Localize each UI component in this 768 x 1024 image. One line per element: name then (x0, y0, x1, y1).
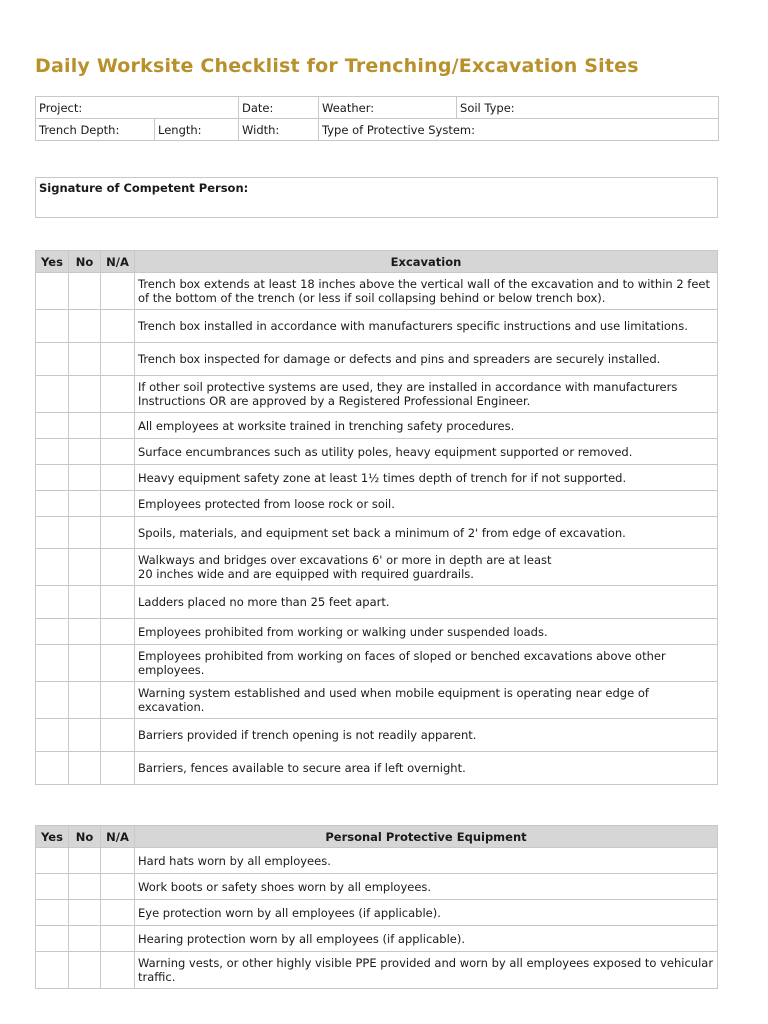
no-checkbox[interactable] (69, 874, 101, 900)
no-header: No (69, 251, 101, 273)
no-checkbox[interactable] (69, 682, 101, 719)
no-checkbox[interactable] (69, 491, 101, 517)
checklist-item-text: Hard hats worn by all employees. (135, 848, 718, 874)
no-checkbox[interactable] (69, 848, 101, 874)
na-checkbox[interactable] (101, 874, 135, 900)
signature-table (35, 177, 718, 218)
na-checkbox[interactable] (101, 952, 135, 989)
checklist-item-text: Trench box installed in accordance with manufacturers specific instructions and use limitations. (135, 310, 718, 343)
length-field[interactable]: Length: (155, 119, 239, 141)
na-checkbox[interactable] (101, 465, 135, 491)
width-field[interactable]: Width: (239, 119, 319, 141)
checklist-item-text: Employees prohibited from working or walking under suspended loads. (135, 619, 718, 645)
no-checkbox[interactable] (69, 900, 101, 926)
na-checkbox[interactable] (101, 517, 135, 549)
checklist-item-text: If other soil protective systems are used, they are installed in accordance with manufacturers Instructions OR are approved by a Registered Professional Engineer. (135, 376, 718, 413)
na-checkbox[interactable] (101, 549, 135, 586)
yes-checkbox[interactable] (36, 273, 69, 310)
checklist-row (36, 900, 718, 926)
project-field[interactable]: Project: (36, 97, 239, 119)
checklist-item-text: Trench box extends at least 18 inches above the vertical wall of the excavation and to within 2 feet of the bottom of the trench (or less if soil collapsing behind or below trench box). (135, 273, 718, 310)
na-checkbox[interactable] (101, 682, 135, 719)
na-checkbox[interactable] (101, 848, 135, 874)
yes-checkbox[interactable] (36, 645, 69, 682)
checklist-item-text: Heavy equipment safety zone at least 1½ times depth of trench for if not supported. (135, 465, 718, 491)
no-header: No (69, 826, 101, 848)
yes-checkbox[interactable] (36, 926, 69, 952)
na-checkbox[interactable] (101, 343, 135, 376)
no-checkbox[interactable] (69, 413, 101, 439)
na-checkbox[interactable] (101, 439, 135, 465)
yes-checkbox[interactable] (36, 310, 69, 343)
trench-depth-field[interactable]: Trench Depth: (36, 119, 155, 141)
yes-checkbox[interactable] (36, 439, 69, 465)
protective-system-field[interactable]: Type of Protective System: (319, 119, 719, 141)
no-checkbox[interactable] (69, 376, 101, 413)
checklist-item-text: Ladders placed no more than 25 feet apart. (135, 586, 718, 619)
checklist-item-text: Trench box inspected for damage or defects and pins and spreaders are securely installed. (135, 343, 718, 376)
no-checkbox[interactable] (69, 645, 101, 682)
na-checkbox[interactable] (101, 645, 135, 682)
yes-checkbox[interactable] (36, 752, 69, 785)
checklist-item-text: Employees prohibited from working on faces of sloped or benched excavations above other employees. (135, 645, 718, 682)
na-checkbox[interactable] (101, 586, 135, 619)
checklist-row (36, 517, 718, 549)
checklist-row (36, 848, 718, 874)
no-checkbox[interactable] (69, 343, 101, 376)
ppe-heading: Personal Protective Equipment (135, 826, 718, 848)
weather-field[interactable]: Weather: (319, 97, 457, 119)
excavation-heading: Excavation (135, 251, 718, 273)
yes-checkbox[interactable] (36, 848, 69, 874)
ppe-checklist (35, 825, 718, 989)
checklist-row (36, 413, 718, 439)
checklist-item-text: Employees protected from loose rock or soil. (135, 491, 718, 517)
checklist-row (36, 645, 718, 682)
checklist-item-text: Spoils, materials, and equipment set back a minimum of 2' from edge of excavation. (135, 517, 718, 549)
checklist-row (36, 619, 718, 645)
yes-checkbox[interactable] (36, 952, 69, 989)
yes-checkbox[interactable] (36, 491, 69, 517)
excavation-checklist (35, 250, 718, 785)
na-checkbox[interactable] (101, 491, 135, 517)
no-checkbox[interactable] (69, 465, 101, 491)
soil-type-field[interactable]: Soil Type: (457, 97, 719, 119)
no-checkbox[interactable] (69, 952, 101, 989)
yes-checkbox[interactable] (36, 900, 69, 926)
na-checkbox[interactable] (101, 752, 135, 785)
yes-checkbox[interactable] (36, 874, 69, 900)
checklist-row (36, 719, 718, 752)
no-checkbox[interactable] (69, 719, 101, 752)
na-checkbox[interactable] (101, 900, 135, 926)
yes-checkbox[interactable] (36, 619, 69, 645)
checklist-item-text: Hearing protection worn by all employees (if applicable). (135, 926, 718, 952)
na-header: N/A (101, 826, 135, 848)
checklist-item-text: Work boots or safety shoes worn by all employees. (135, 874, 718, 900)
yes-checkbox[interactable] (36, 549, 69, 586)
checklist-row (36, 491, 718, 517)
yes-checkbox[interactable] (36, 465, 69, 491)
project-info-table (35, 96, 719, 141)
yes-checkbox[interactable] (36, 376, 69, 413)
yes-header: Yes (36, 251, 69, 273)
no-checkbox[interactable] (69, 310, 101, 343)
checklist-row (36, 465, 718, 491)
yes-checkbox[interactable] (36, 719, 69, 752)
checklist-item-text: Warning vests, or other highly visible PPE provided and worn by all employees exposed to vehicular traffic. (135, 952, 718, 989)
na-checkbox[interactable] (101, 273, 135, 310)
no-checkbox[interactable] (69, 439, 101, 465)
no-checkbox[interactable] (69, 517, 101, 549)
checklist-item-text: Barriers provided if trench opening is not readily apparent. (135, 719, 718, 752)
checklist-row (36, 439, 718, 465)
checklist-row (36, 343, 718, 376)
no-checkbox[interactable] (69, 273, 101, 310)
no-checkbox[interactable] (69, 926, 101, 952)
yes-checkbox[interactable] (36, 586, 69, 619)
checklist-row (36, 586, 718, 619)
no-checkbox[interactable] (69, 549, 101, 586)
yes-checkbox[interactable] (36, 517, 69, 549)
checklist-row (36, 310, 718, 343)
no-checkbox[interactable] (69, 619, 101, 645)
na-checkbox[interactable] (101, 310, 135, 343)
checklist-item-text: Eye protection worn by all employees (if applicable). (135, 900, 718, 926)
na-checkbox[interactable] (101, 719, 135, 752)
checklist-item-text: Warning system established and used when mobile equipment is operating near edge of excavation. (135, 682, 718, 719)
date-field[interactable]: Date: (239, 97, 319, 119)
yes-header: Yes (36, 826, 69, 848)
checklist-item-text: All employees at worksite trained in trenching safety procedures. (135, 413, 718, 439)
no-checkbox[interactable] (69, 752, 101, 785)
checklist-item-text: Barriers, fences available to secure area if left overnight. (135, 752, 718, 785)
checklist-row (36, 682, 718, 719)
checklist-item-text: Walkways and bridges over excavations 6' or more in depth are at least 20 inches wide and are equipped with required guardrails. (135, 549, 718, 586)
page-title: Daily Worksite Checklist for Trenching/Excavation Sites (35, 55, 639, 77)
yes-checkbox[interactable] (36, 682, 69, 719)
checklist-row (36, 952, 718, 989)
na-checkbox[interactable] (101, 619, 135, 645)
checklist-row (36, 273, 718, 310)
checklist-item-text: Surface encumbrances such as utility poles, heavy equipment supported or removed. (135, 439, 718, 465)
yes-checkbox[interactable] (36, 343, 69, 376)
checklist-row (36, 874, 718, 900)
na-header: N/A (101, 251, 135, 273)
na-checkbox[interactable] (101, 413, 135, 439)
checklist-row (36, 549, 718, 586)
yes-checkbox[interactable] (36, 413, 69, 439)
checklist-row (36, 752, 718, 785)
na-checkbox[interactable] (101, 376, 135, 413)
signature-field[interactable]: Signature of Competent Person: (36, 178, 718, 218)
na-checkbox[interactable] (101, 926, 135, 952)
no-checkbox[interactable] (69, 586, 101, 619)
checklist-row (36, 926, 718, 952)
checklist-row (36, 376, 718, 413)
